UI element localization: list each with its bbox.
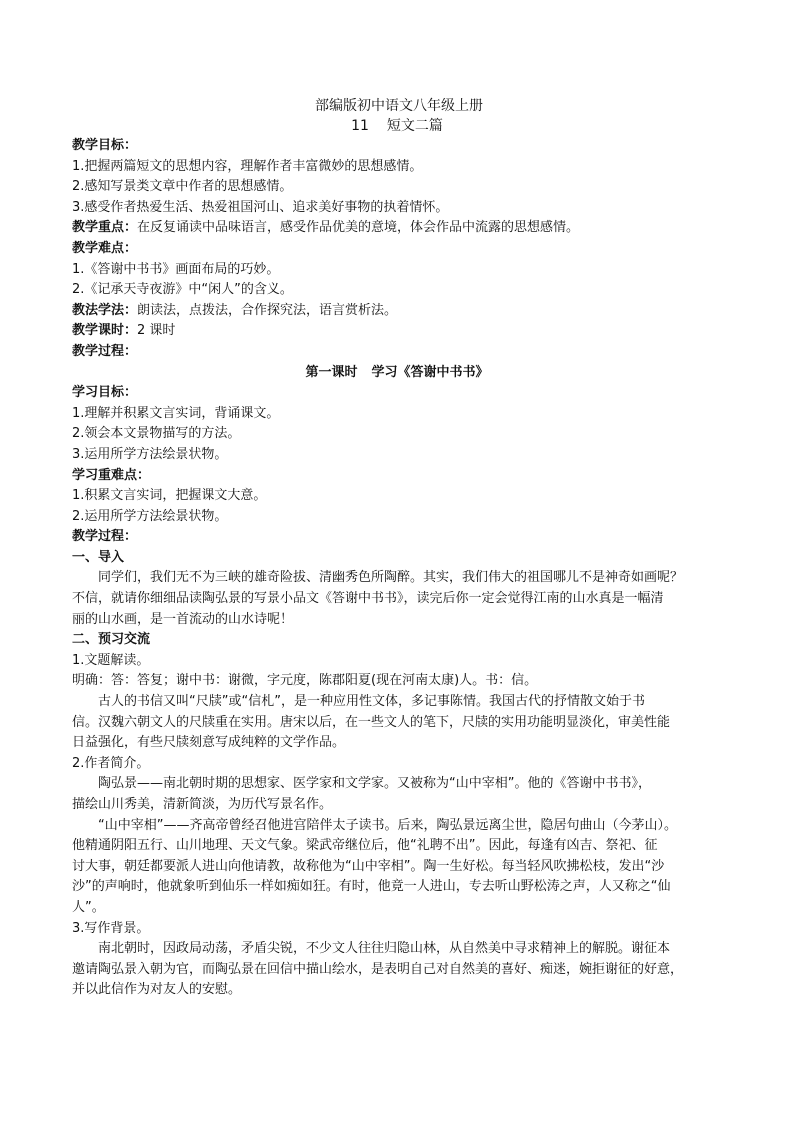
paragraph-line: 人”。 [72, 899, 105, 915]
paragraph-line: 沙”的声响时，他就象听到仙乐一样如痴如狂。有时，他竟一人进山，专去听山野松涛之声，人又称之“仙 [72, 879, 671, 895]
subsection-title: 2.作者简介。 [72, 755, 150, 771]
teaching-goals-heading: 教学目标： [72, 138, 138, 153]
document-subtitle [72, 116, 722, 136]
paragraph-line: 丽的山水画，是一首流动的山水诗呢！ [72, 611, 294, 627]
lesson-title: 短文二篇 [386, 118, 443, 134]
paragraph-line: 信。汉魏六朝文人的尺牍重在实用。唐宋以后，在一些文人的笔下，尺牍的实用功能明显淡化，审美性能 [72, 714, 671, 730]
paragraph-line: 并以此信作为对友人的安慰。 [72, 982, 242, 998]
teaching-hours-heading: 教学课时： [72, 323, 138, 339]
paragraph-line: 日益强化，有些尺牍刻意写成纯粹的文学作品。 [72, 735, 346, 751]
document-page [72, 96, 722, 1001]
teaching-difficulty-heading: 教学难点： [72, 240, 138, 256]
teaching-key-heading: 教学重点： [72, 220, 138, 236]
document-title: 部编版初中语文八年级上册 [315, 98, 483, 114]
paragraph-line: 描绘山川秀美，清新简淡，为历代写景名作。 [72, 797, 333, 812]
paragraph-line: 明确：答：答复；谢中书：谢微，字元度，陈郡阳夏(现在河南太康)人。书：信。 [72, 673, 538, 689]
lesson1-topic: 学习《答谢中书书》 [371, 364, 489, 380]
paragraph-line: 陶弘景——南北朝时期的思想家、医学家和文学家。又被称为“山中宰相”。他的《答谢中书书》， [98, 776, 651, 792]
process-heading: 教学过程： [72, 529, 138, 545]
learning-goal-item: 2.领会本文景物描写的方法。 [72, 426, 241, 442]
learning-goal-item: 1.理解并积累文言实词，背诵课文。 [72, 405, 280, 421]
paragraph-line: 邀请陶弘景入朝为官，而陶弘景在回信中描山绘水，是表明自己对自然美的喜好、痴迷，婉拒谢征的好意， [72, 961, 684, 977]
teaching-process-heading: 教学过程： [72, 343, 138, 359]
teaching-method-heading: 教法学法： [72, 302, 138, 318]
lesson1-heading [72, 363, 722, 384]
teaching-difficulty-item: 2.《记承天寺夜游》中“闲人”的含义。 [72, 282, 293, 298]
lesson1-period: 第一课时 [305, 364, 358, 380]
learning-key-item: 2.运用所学方法绘景状物。 [72, 508, 228, 524]
teaching-key-text: 在反复诵读中品味语言，感受作品优美的意境，体会作品中流露的思想感情。 [137, 220, 580, 236]
section-intro-heading: 一、导入 [72, 549, 125, 565]
learning-goal-item: 3.运用所学方法绘景状物。 [72, 446, 228, 462]
teaching-hours [72, 321, 722, 342]
section-preview-heading: 二、预习交流 [72, 632, 151, 648]
teaching-goal-item: 1.把握两篇短文的思想内容，理解作者丰富微妙的思想感情。 [72, 158, 423, 174]
subsection-title: 3.写作背景。 [72, 920, 150, 936]
teaching-difficulty-item: 1.《答谢中书书》画面布局的巧妙。 [72, 261, 280, 277]
lesson-number: 11 [351, 118, 369, 134]
teaching-hours-text: 2 课时 [137, 323, 176, 339]
teaching-method [72, 301, 722, 322]
paragraph-line: 同学们，我们无不为三峡的雄奇险拔、清幽秀色所陶醉。其实，我们伟大的祖国哪儿不是神奇如画呢？ [98, 570, 684, 586]
teaching-goal-item: 3.感受作者热爱生活、热爱祖国河山、追求美好事物的执着情怀。 [72, 199, 449, 215]
paragraph-line: “山中宰相”——齐高帝曾经召他进宫陪伴太子读书。后来，陶弘景远离尘世，隐居句曲山（今茅山）。 [98, 817, 677, 833]
paragraph-line: 讨大事，朝廷都要派人进山向他请教，故称他为“山中宰相”。陶一生好松。每当轻风吹拂松枝，发出“沙 [72, 858, 665, 874]
subsection-title: 1.文题解读。 [72, 652, 150, 668]
paragraph-line: 南北朝时，因政局动荡，矛盾尖锐，不少文人往往归隐山林，从自然美中寻求精神上的解脱。谢征本 [98, 941, 671, 957]
teaching-goal-item: 2.感知写景类文章中作者的思想感情。 [72, 179, 293, 195]
paragraph-line: 古人的书信又叫“尺牍”或“信札”，是一种应用性文体，多记事陈情。我国古代的抒情散文始于书 [98, 694, 645, 710]
learning-key-item: 1.积累文言实词，把握课文大意。 [72, 488, 267, 504]
paragraph-line: 不信，就请你细细品读陶弘景的写景小品文《答谢中书书》，读完后你一定会觉得江南的山水真是一幅清 [72, 591, 664, 607]
teaching-method-text: 朗读法，点拨法，合作探究法，语言赏析法。 [137, 302, 398, 318]
learning-key-heading: 学习重难点： [72, 467, 151, 483]
paragraph-line: 他精通阴阳五行、山川地理、天文气象。梁武帝继位后，他“礼聘不出”。因此，每逢有凶吉、祭祀、征 [72, 838, 658, 854]
learning-goals-heading: 学习目标： [72, 385, 138, 401]
teaching-key-point [72, 218, 722, 239]
